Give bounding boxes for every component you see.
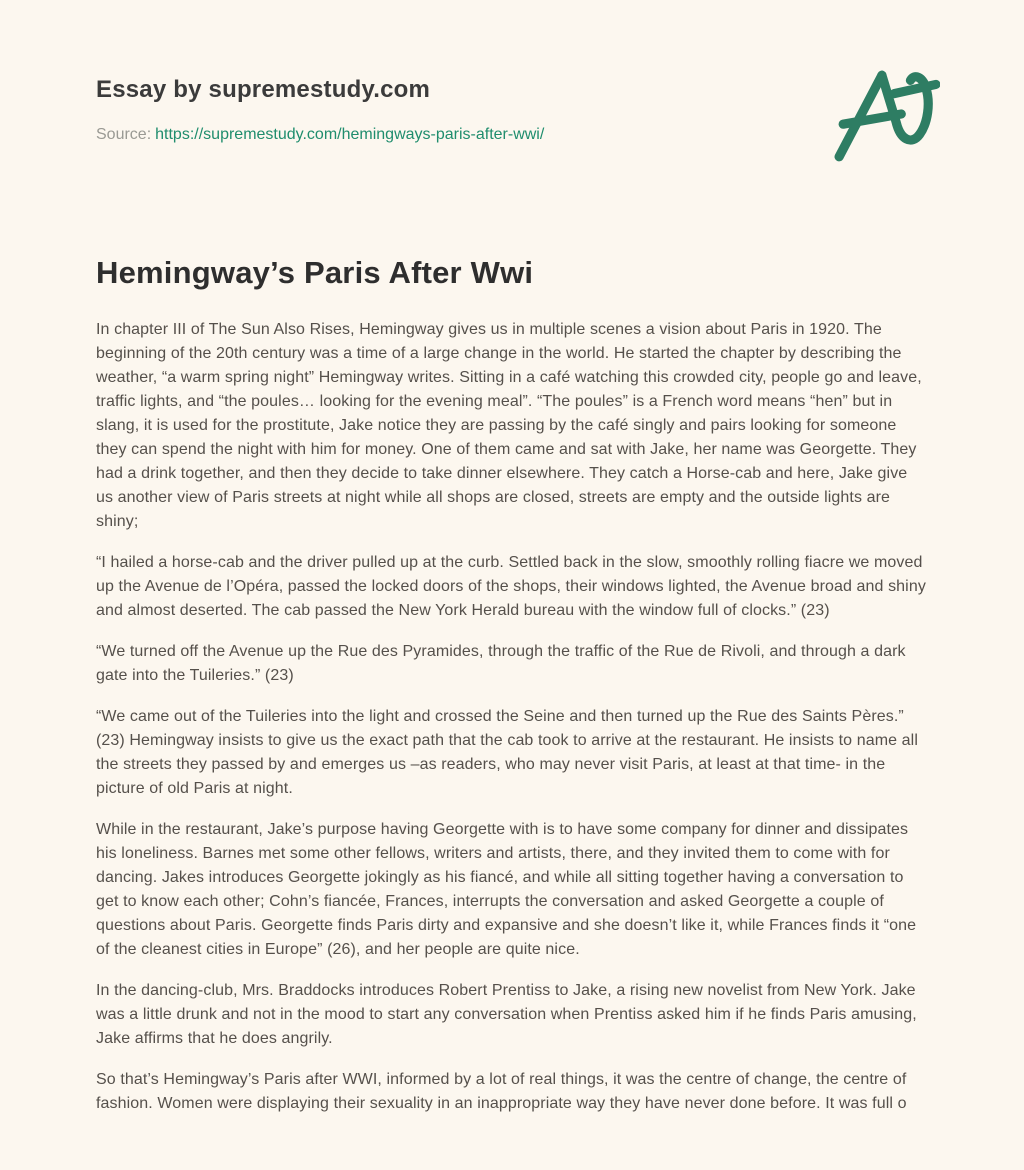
essay-paragraph: While in the restaurant, Jake’s purpose having Georgette with is to have some company for dinner and dissipates his loneliness. Barnes met some other fellows, writers and artists, there, and they invited them to come with for dancing. Jakes introduces Georgette jokingly as his fiancé, and while all sitting together having a conversation to get to know each other; Cohn’s fiancée, Frances, interrupts the conversation and asked Georgette a couple of questions about Paris. Georgette finds Paris dirty and expansive and she doesn’t like it, while Frances finds it “one of the cleanest cities in Europe” (26), and her people are quite nice. — [96, 821, 917, 958]
a-plus-logo-icon — [834, 64, 940, 164]
essay-paragraph: “I hailed a horse-cab and the driver pulled up at the curb. Settled back in the slow, smoothly rolling fiacre we moved up the Avenue de l’Opéra, passed the locked doors of the shops, their windows lighted, the Avenue broad and shiny and almost deserted. The cab passed the New York Herald bureau with the window full of clocks.” (23) — [96, 554, 926, 619]
essay-byline: Essay by supremestudy.com — [96, 76, 431, 103]
essay-title: Hemingway’s Paris After Wwi — [96, 255, 534, 290]
source-label: Source: — [96, 126, 152, 143]
source-line — [96, 124, 928, 146]
source-link[interactable]: https://supremestudy.com/hemingways-paris-after-wwi/ — [155, 126, 545, 143]
essay-paragraph: “We came out of the Tuileries into the light and crossed the Seine and then turned up the Rue des Saints Pères.” (23) Hemingway insists to give us the exact path that the cab took to arrive at the restaurant. He insists to name all the streets they passed by and emerges us –as readers, who may never visit Paris, at least at that time- in the picture of old Paris at night. — [96, 708, 918, 797]
essay-body — [96, 318, 928, 1116]
essay-paragraph: In chapter III of The Sun Also Rises, Hemingway gives us in multiple scenes a vision about Paris in 1920. The beginning of the 20th century was a time of a large change in the world. He started the chapter by describing the weather, “a warm spring night” Hemingway writes. Sitting in a café watching this crowded city, people go and leave, traffic lights, and “the poules… looking for the evening meal”. “The poules” is a French word means “hen” but in slang, it is used for the prostitute, Jake notice they are passing by the café singly and pairs looking for someone they can spend the night with him for money. One of them came and sat with Jake, her name was Georgette. They had a drink together, and then they decide to take dinner elsewhere. They catch a Horse-cab and here, Jake give us another view of Paris streets at night while all shops are closed, streets are empty and the outside lights are shiny; — [96, 321, 922, 530]
essay-paragraph: In the dancing-club, Mrs. Braddocks introduces Robert Prentiss to Jake, a rising new novelist from New York. Jake was a little drunk and not in the mood to start any conversation when Prentiss asked him if he finds Paris amusing, Jake affirms that he does angrily. — [96, 982, 917, 1047]
essay-paragraph: “We turned off the Avenue up the Rue des Pyramides, through the traffic of the Rue de Rivoli, and through a dark gate into the Tuileries.” (23) — [96, 643, 906, 684]
essay-paragraph: So that’s Hemingway’s Paris after WWI, informed by a lot of real things, it was the centre of change, the centre of fashion. Women were displaying their sexuality in an inappropriate way they have never done before. It was full o — [96, 1071, 907, 1112]
